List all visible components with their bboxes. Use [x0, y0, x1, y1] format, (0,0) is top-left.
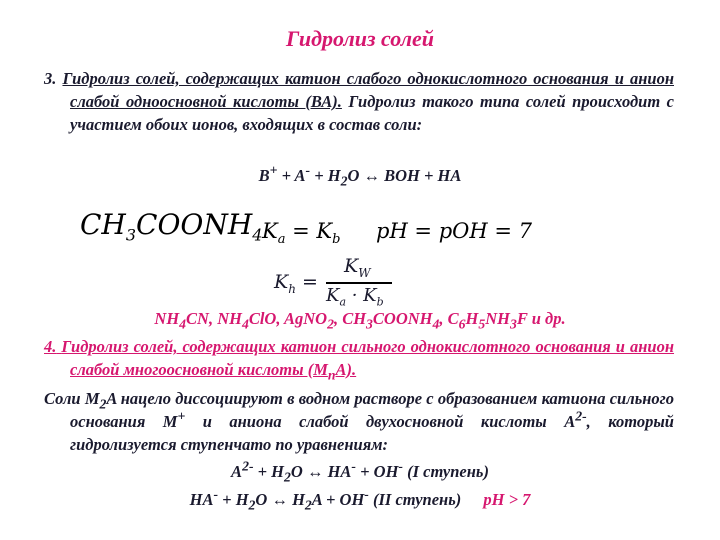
fraction-bar: [326, 282, 392, 284]
item-3-paragraph: [44, 67, 674, 136]
equation-step-2: $HA^- + H_2O$ ↔ $H_2A + OH^-$ (II ступень) pH > 7: [189, 486, 531, 513]
item-3-text: Гидролиз такого типа солей происходит с участием обоих ионов, входящих в состав соли:: [70, 92, 674, 134]
item-4-paragraph: 4. Гидролиз солей, содержащих катион сильного однокислотного основания и анион слабой многоосновной кислоты $(M_nA)$.: [44, 337, 675, 383]
item-3-number: 3.: [44, 69, 57, 88]
slide-title: Гидролиз солей: [285, 26, 435, 51]
ph-result: pH > 7: [483, 490, 531, 509]
item-3-heading: Гидролиз солей, содержащих катион слабого однокислотного основания и анион слабой одноосновной кислоты (ВА).: [62, 69, 674, 111]
fraction-numerator: $K_W$: [344, 255, 371, 280]
examples-list: $NH_4CN$, $NH_4ClO$, AgNO$_2$, $CH_3COONH_4$, $C_6H_5NH_3F$ и др.: [154, 309, 566, 332]
equation-hydrolysis-ba: $B^+ + A^- + H_2O$ ↔ BOH + HA: [258, 162, 462, 189]
item-4-heading: Гидролиз солей, содержащих катион сильного однокислотного основания и анион слабой многоосновной кислоты (M: [61, 337, 675, 379]
m2a-paragraph: Соли $M_2A$ нацело диссоциируют в водном растворе с образованием катиона сильного основания M+ и аниона слабой двухосновной кислоты $A^{2-}$, который гидролизуется ступенчато по уравнениям:: [44, 389, 674, 454]
hydrolysis-constant-fraction: $K_h$ = $K_W$ $K_a \cdot K_b$: [274, 255, 399, 313]
fraction-denominator: $K_a \cdot K_b$: [326, 285, 384, 309]
equation-step-1: $A^{2-} + H_2O$ ↔ HA- + OH- (I ступень): [231, 458, 489, 485]
item-4-number: 4.: [44, 337, 57, 356]
ka-kb-equality: $K_a = K_b$: [262, 219, 341, 248]
compound-formula: $CH_3COONH_4$: [80, 208, 263, 245]
ph-equation: pH = pOH = 7: [376, 219, 532, 243]
